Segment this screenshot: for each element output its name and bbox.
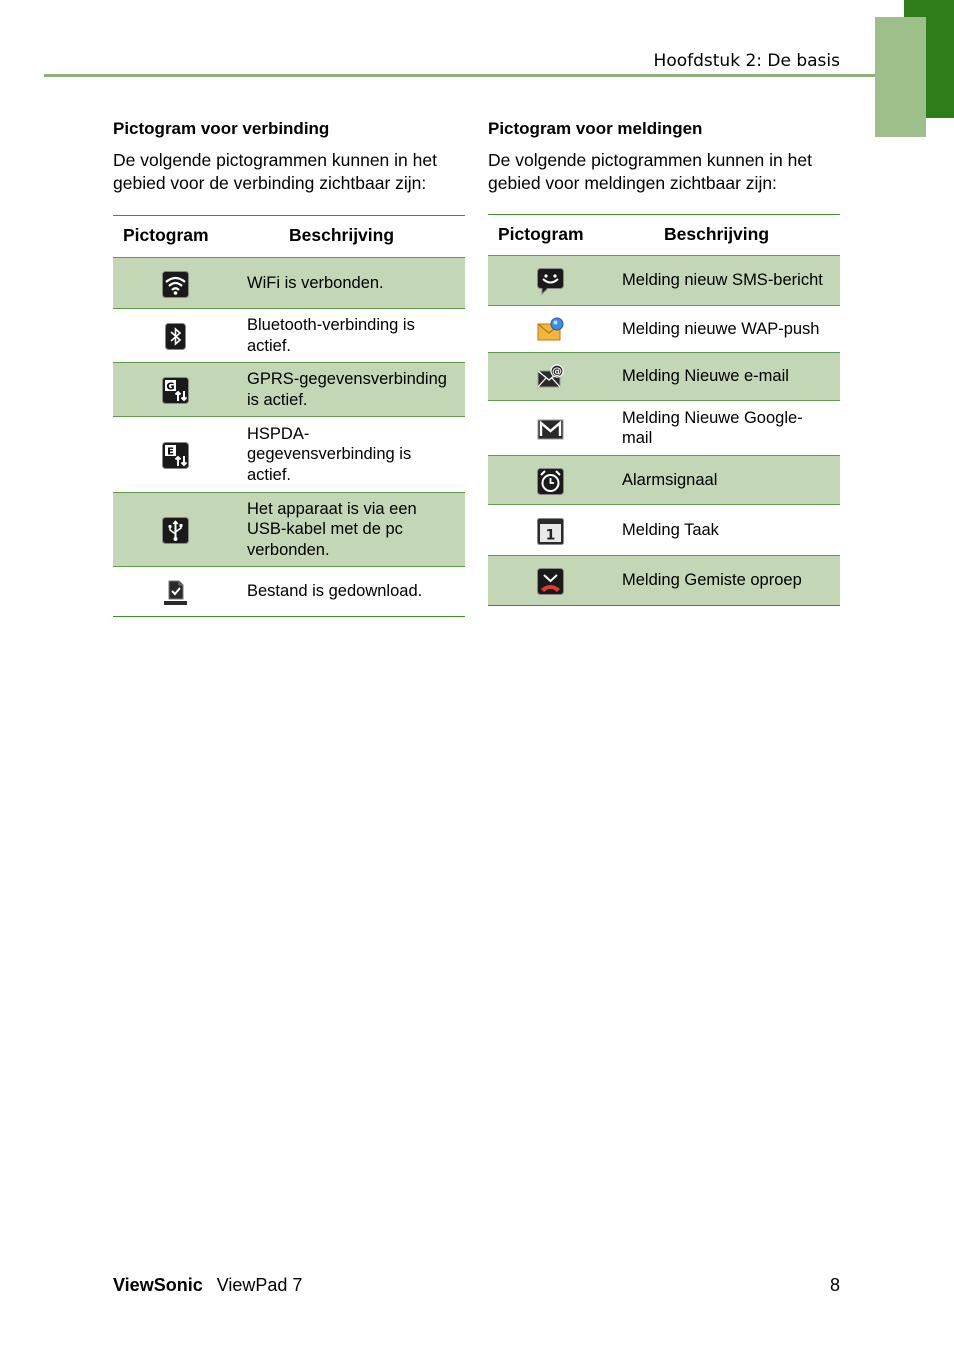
footer-brand: ViewSonic: [113, 1275, 203, 1295]
alarm-icon: [537, 468, 564, 495]
table-row: [113, 363, 465, 417]
row-description: Het apparaat is via een USB-kabel met de pc verbonden.: [247, 499, 417, 559]
table-row: [488, 401, 840, 456]
header-rule: [44, 74, 875, 77]
usb-icon: [162, 517, 189, 544]
table-row: [488, 256, 840, 306]
section-intro: De volgende pictogrammen kunnen in het gebied voor de verbinding zichtbaar zijn:: [113, 150, 437, 193]
row-description: Bestand is gedownload.: [247, 582, 423, 601]
table-row: [113, 417, 465, 493]
chapter-tab-light: [875, 17, 926, 137]
footer: [113, 1275, 302, 1296]
notification-icons-table: [488, 214, 840, 606]
download-icon: [162, 579, 189, 606]
table-row: [113, 567, 465, 617]
table-row: [488, 556, 840, 606]
column-header-icon: Pictogram: [123, 225, 209, 245]
row-description: Melding Nieuwe Google-mail: [622, 408, 803, 447]
section-title: Pictogram voor meldingen: [488, 119, 703, 138]
row-description: Melding Gemiste oproep: [622, 571, 802, 590]
chapter-header: Hoofdstuk 2: De basis: [653, 51, 840, 71]
hspda-icon: [162, 442, 189, 469]
svg-text:@: @: [551, 366, 562, 378]
column-header-icon: Pictogram: [498, 223, 584, 244]
row-description: Melding Taak: [622, 520, 719, 539]
row-description: HSPDA-gegevensverbinding is actief.: [247, 424, 412, 484]
wifi-icon: [162, 271, 189, 298]
column-header-description: Beschrijving: [664, 223, 770, 244]
bluetooth-icon: [162, 323, 189, 350]
table-row: [113, 493, 465, 567]
row-description: GPRS-gegevensverbinding is actief.: [247, 370, 447, 409]
table-row: [488, 306, 840, 353]
row-description: WiFi is verbonden.: [247, 273, 384, 292]
table-row: [113, 309, 465, 363]
row-description: Bluetooth-verbinding is actief.: [247, 316, 415, 355]
table-row: [488, 353, 840, 401]
row-description: Melding nieuwe WAP-push: [622, 319, 820, 338]
notification-section: [488, 118, 840, 606]
gprs-icon: [162, 377, 189, 404]
sms-icon: [537, 268, 564, 295]
section-title: Pictogram voor verbinding: [113, 119, 330, 138]
calendar-icon: [537, 518, 564, 545]
table-row: [488, 505, 840, 556]
column-header-description: Beschrijving: [289, 225, 395, 245]
row-description: Alarmsignaal: [622, 470, 718, 489]
table-row: [488, 456, 840, 505]
wap-push-icon: [537, 317, 564, 344]
missed-call-icon: [537, 568, 564, 595]
row-description: Melding Nieuwe e-mail: [622, 367, 789, 386]
table-row: [113, 258, 465, 309]
svg-text:G: G: [165, 381, 175, 393]
table-header-row: [113, 216, 465, 258]
connection-icons-table: [113, 215, 465, 617]
email-icon: [537, 364, 564, 391]
table-header-row: [488, 215, 840, 256]
section-intro: De volgende pictogrammen kunnen in het gebied voor meldingen zichtbaar zijn:: [488, 150, 812, 193]
svg-text:E: E: [166, 446, 174, 458]
row-description: Melding nieuw SMS-bericht: [622, 271, 823, 290]
svg-text:1: 1: [545, 527, 555, 543]
page-number: 8: [829, 1275, 840, 1295]
connection-section: [113, 118, 465, 617]
footer-model: ViewPad 7: [216, 1275, 303, 1295]
gmail-icon: [537, 416, 564, 443]
